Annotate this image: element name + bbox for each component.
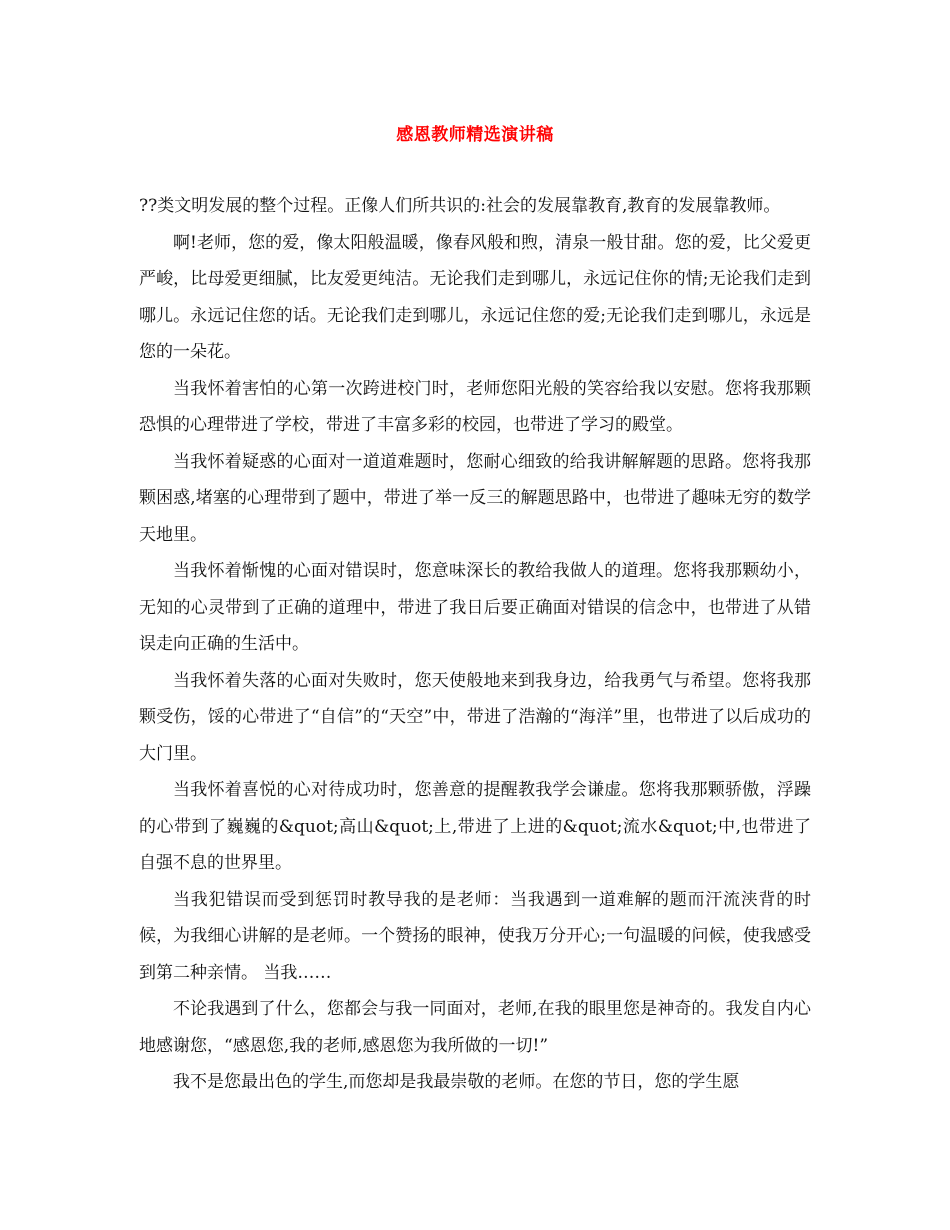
paragraph-4: 当我怀着疑惑的心面对一道道难题时，您耐心细致的给我讲解解题的思路。您将我那颗困惑,堵塞的心理带到了题中，带进了举一反三的解题思路中，也带进了趣味无穷的数学天地里。	[139, 451, 811, 545]
paragraph-3: 当我怀着害怕的心第一次跨进校门时，老师您阳光般的笑容给我以安慰。您将我那颗恐惧的心理带进了学校，带进了丰富多彩的校园，也带进了学习的殿堂。	[139, 378, 811, 435]
paragraph-5: 当我怀着惭愧的心面对错误时，您意味深长的教给我做人的道理。您将我那颗幼小，无知的心灵带到了正确的道理中，带进了我日后要正确面对错误的信念中，也带进了从错误走向正确的生活中。	[139, 561, 811, 654]
paragraph-9: 不论我遇到了什么，您都会与我一同面对，老师,在我的眼里您是神奇的。我发自内心地感谢您，“感恩您,我的老师,感恩您为我所做的一切!”	[139, 999, 811, 1056]
paragraph-7: 当我怀着喜悦的心对待成功时，您善意的提醒教我学会谦虚。您将我那颗骄傲，浮躁的心带到了巍巍的&quot;高山&quot;上,带进了上进的&quot;流水&quot;中,也带进了自强不息的世界里。	[139, 780, 811, 873]
paragraph-10: 我不是您最出色的学生,而您却是我最崇敬的老师。在您的节日，您的学生愿	[173, 1072, 740, 1092]
paragraph-1: ??类文明发展的整个过程。正像人们所共识的:社会的发展靠教育,教育的发展靠教师。	[139, 196, 781, 216]
document-title: 感恩教师精选演讲稿	[396, 125, 554, 145]
paragraph-2: 啊!老师，您的爱，像太阳般温暖，像春风般和煦，清泉一般甘甜。您的爱，比父爱更严峻，比母爱更细腻，比友爱更纯洁。无论我们走到哪儿，永远记住你的情;无论我们走到哪儿。永远记住您的话。无论我们走到哪儿，永远记住您的爱;无论我们走到哪儿，永远是您的一朵花。	[139, 232, 811, 362]
paragraph-8: 当我犯错误而受到惩罚时教导我的是老师：当我遇到一道难解的题而汗流浃背的时候，为我细心讲解的是老师。一个赞扬的眼神，使我万分开心;一句温暖的问候，使我感受到第二种亲情。 当我……	[139, 889, 811, 983]
paragraph-6: 当我怀着失落的心面对失败时，您天使般地来到我身边，给我勇气与希望。您将我那颗受伤，馁的心带进了“自信”的“天空”中，带进了浩瀚的“海洋”里，也带进了以后成功的大门里。	[139, 670, 811, 764]
document-body	[139, 188, 811, 1101]
